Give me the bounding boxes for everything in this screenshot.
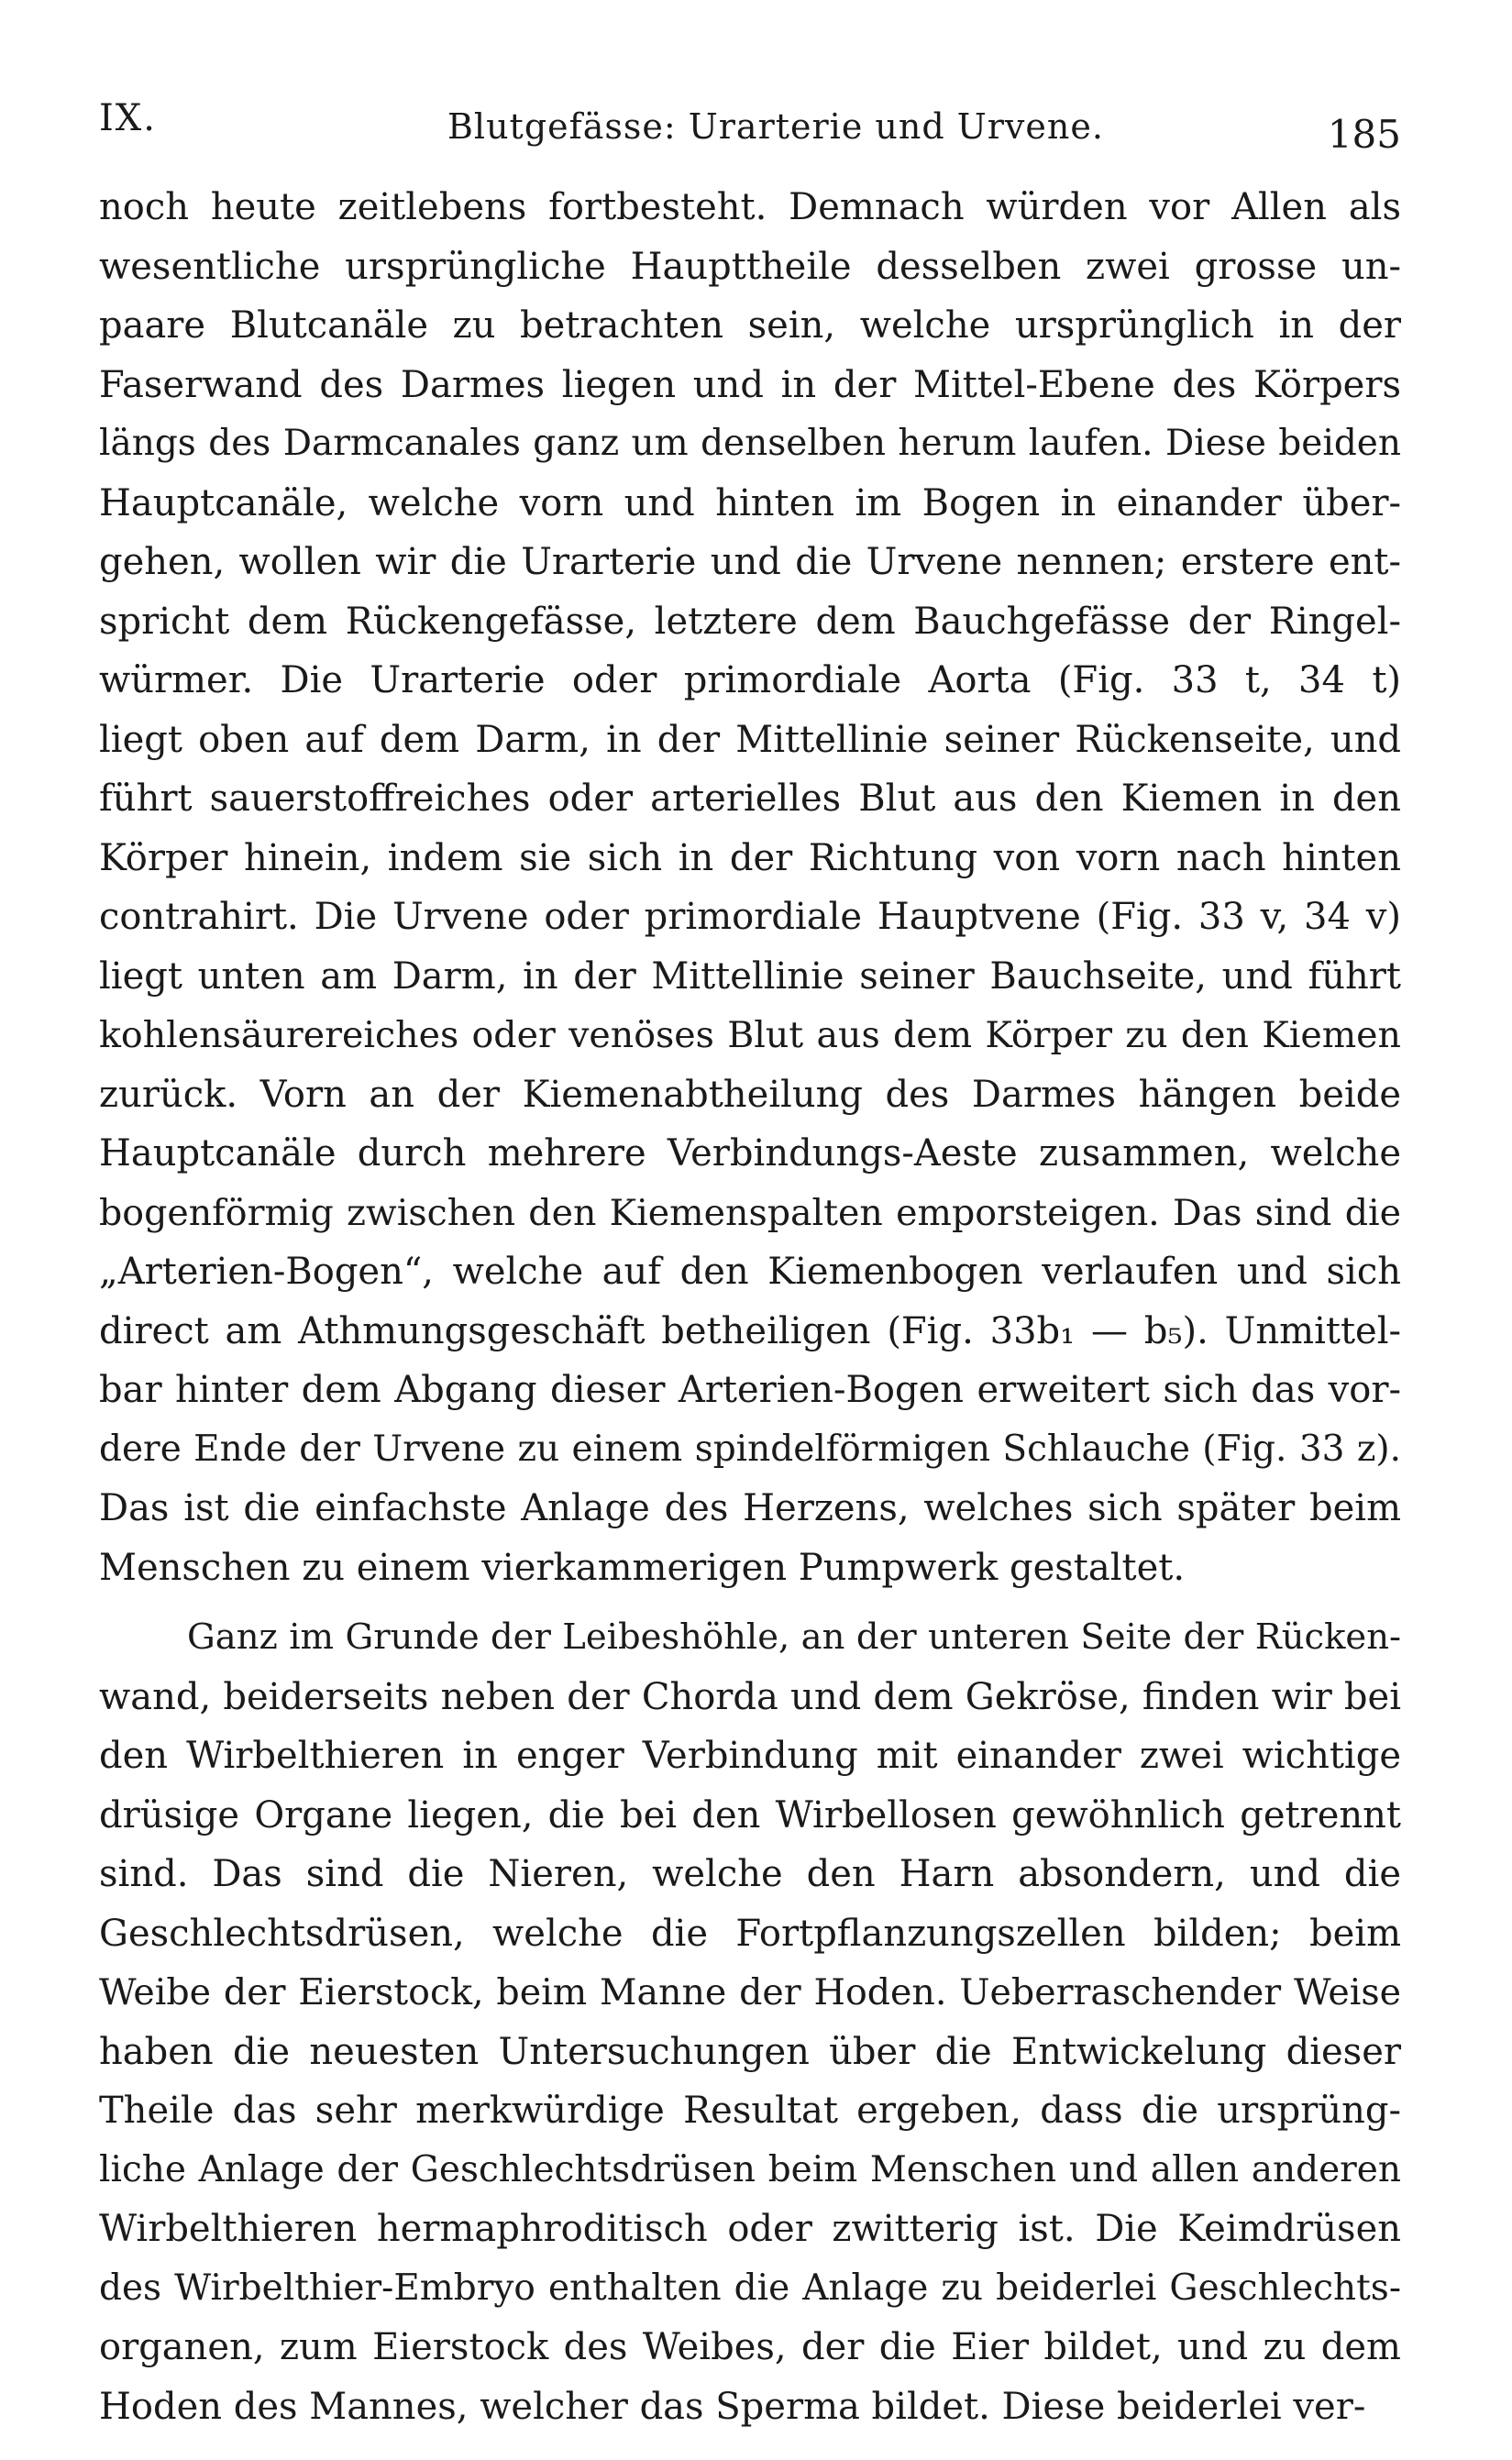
paragraph [99, 178, 1401, 1597]
text-line: führt sauerstoffreiches oder arterielles Blut aus den Kiemen in den [99, 778, 1401, 820]
text-line: Das ist die einfachste Anlage des Herzens, welches sich später beim [99, 1487, 1401, 1529]
text-line: drüsige Organe liegen, die bei den Wirbellosen gewöhnlich getrennt [99, 1793, 1401, 1837]
text-line: sind. Das sind die Nieren, welche den Harn absondern, und die [99, 1853, 1401, 1895]
page-number: 185 [1327, 112, 1401, 157]
paragraph-gap [99, 1597, 1401, 1608]
text-line: bar hinter dem Abgang dieser Arterien-Bogen erweitert sich das vor- [99, 1369, 1401, 1411]
text-line: liegt oben auf dem Darm, in der Mittellinie seiner Rückenseite, und [99, 718, 1401, 761]
text-line: Hauptcanäle, welche vorn und hinten im Bogen in einander über- [99, 481, 1401, 524]
body-text [99, 178, 1401, 2436]
text-line: Hoden des Mannes, welcher das Sperma bildet. Diese beiderlei ver- [99, 2385, 1366, 2428]
text-line: contrahirt. Die Urvene oder primordiale Hauptvene (Fig. 33 v, 34 v) [99, 896, 1401, 938]
text-line: organen, zum Eierstock des Weibes, der die Eier bildet, und zu dem [99, 2326, 1401, 2368]
text-line: den Wirbelthieren in enger Verbindung mit einander zwei wichtige [99, 1735, 1401, 1777]
text-line: Hauptcanäle durch mehrere Verbindungs-Aeste zusammen, welche [99, 1132, 1401, 1175]
text-line: Faserwand des Darmes liegen und in der Mittel-Ebene des Körpers [99, 363, 1401, 406]
text-line: würmer. Die Urarterie oder primordiale Aorta (Fig. 33 t, 34 t) [99, 659, 1401, 701]
text-line: Wirbelthieren hermaphroditisch oder zwitterig ist. Die Keimdrüsen [99, 2208, 1401, 2250]
text-line: paare Blutcanäle zu betrachten sein, welche ursprünglich in der [99, 304, 1401, 347]
text-line: kohlensäurereiches oder venöses Blut aus dem Körper zu den Kiemen [99, 1014, 1401, 1056]
text-line: Ganz im Grunde der Leibeshöhle, an der unteren Seite der Rücken- [187, 1616, 1401, 1658]
text-line: liche Anlage der Geschlechtsdrüsen beim Menschen und allen anderen [99, 2148, 1401, 2190]
text-line: Geschlechtsdrüsen, welche die Fortpflanzungszellen bilden; beim [99, 1912, 1401, 1955]
text-line: noch heute zeitlebens fortbesteht. Demnach würden vor Allen als [99, 186, 1401, 228]
text-line: längs des Darmcanales ganz um denselben herum laufen. Diese beiden [99, 423, 1401, 464]
text-line: haben die neuesten Untersuchungen über die Entwickelung dieser [99, 2030, 1401, 2073]
page-header [99, 92, 1401, 165]
text-line: Menschen zu einem vierkammerigen Pumpwerk gestaltet. [99, 1546, 1186, 1589]
running-title: Blutgefässe: Urarterie und Urvene. [447, 106, 1104, 147]
text-line: dere Ende der Urvene zu einem spindelförmigen Schlauche (Fig. 33 z). [99, 1428, 1401, 1470]
text-line: gehen, wollen wir die Urarterie und die Urvene nennen; erstere ent- [99, 541, 1401, 583]
text-line: direct am Athmungsgeschäft betheiligen (Fig. 33b₁ — b₅). Unmittel- [99, 1309, 1401, 1352]
text-line: Theile das sehr merkwürdige Resultat ergeben, dass die ursprüng- [99, 2090, 1401, 2132]
text-line: liegt unten am Darm, in der Mittellinie seiner Bauchseite, und führt [99, 954, 1401, 998]
text-line: wesentliche ursprüngliche Haupttheile desselben zwei grosse un- [99, 245, 1401, 288]
text-line: wand, beiderseits neben der Chorda und dem Gekröse, finden wir bei [99, 1675, 1401, 1718]
chapter-number: IX. [99, 97, 157, 139]
text-line: zurück. Vorn an der Kiemenabtheilung des Darmes hängen beide [99, 1073, 1401, 1116]
text-line: bogenförmig zwischen den Kiemenspalten emporsteigen. Das sind die [99, 1191, 1401, 1234]
text-line: „Arterien-Bogen“, welche auf den Kiemenbogen verlaufen und sich [99, 1251, 1401, 1293]
paragraph [99, 1608, 1401, 2436]
text-line: Körper hinein, indem sie sich in der Richtung von vorn nach hinten [99, 836, 1401, 879]
text-line: spricht dem Rückengefässe, letztere dem Bauchgefässe der Ringel- [99, 600, 1401, 643]
text-line: Weibe der Eierstock, beim Manne der Hoden. Ueberraschender Weise [99, 1971, 1401, 2013]
text-line: des Wirbelthier-Embryo enthalten die Anlage zu beiderlei Geschlechts- [99, 2267, 1401, 2309]
